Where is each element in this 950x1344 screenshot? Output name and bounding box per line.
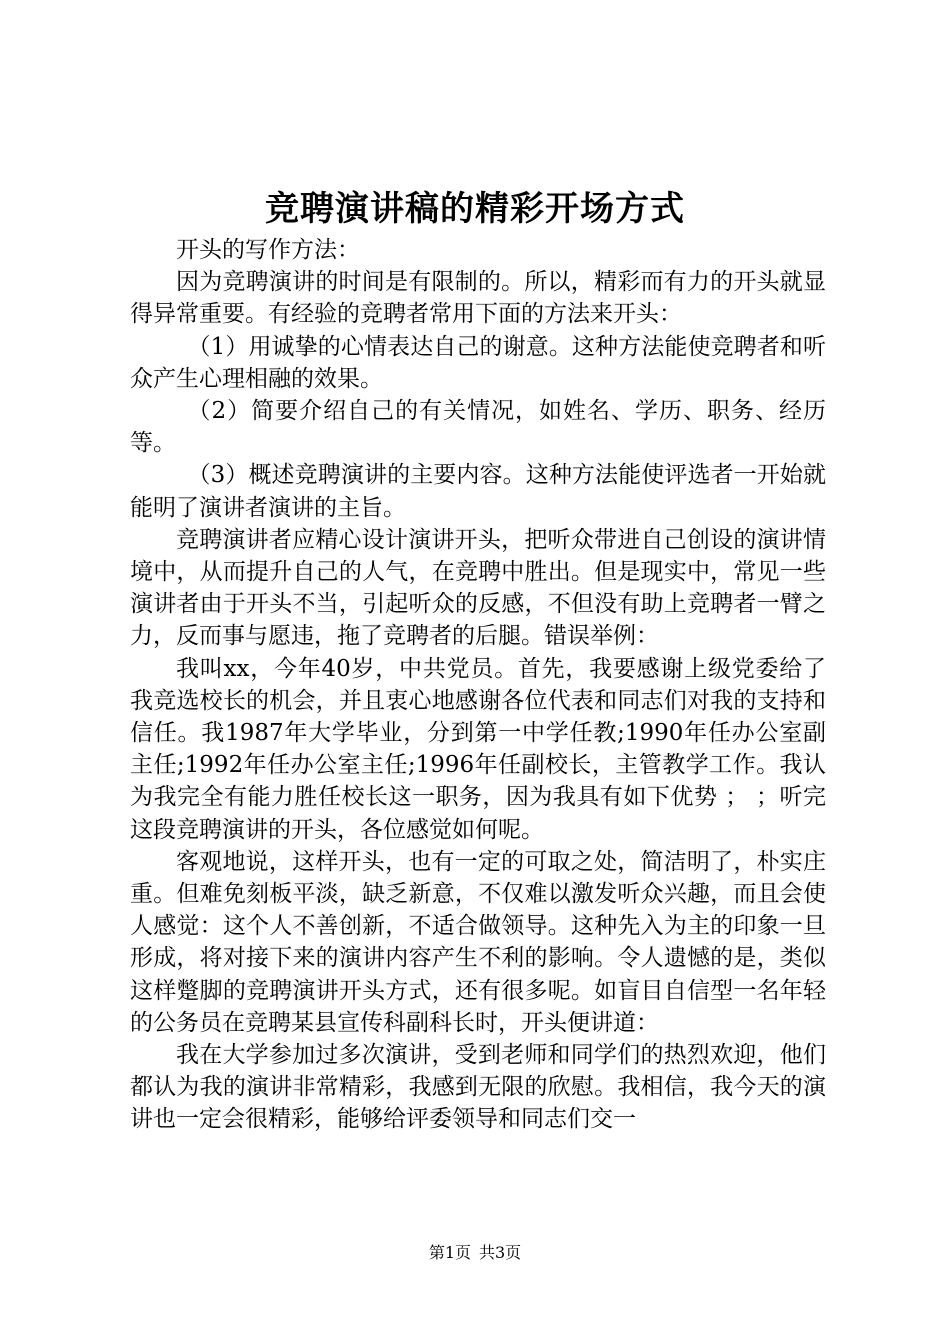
paragraph-method-3: （3）概述竞聘演讲的主要内容。这种方法能使评选者一开始就能明了演讲者演讲的主旨。 (130, 462, 826, 521)
paragraph-method-2: （2）简要介绍自己的有关情况，如姓名、学历、职务、经历等。 (130, 398, 826, 457)
document-body (130, 234, 826, 1136)
paragraph-design-advice: 竞聘演讲者应精心设计演讲开头，把听众带进自己创设的演讲情境中，从而提升自己的人气，在竞聘中胜出。但是现实中，常见一些演讲者由于开头不当，引起听众的反感，不但没有助上竞聘者一臂之力，反而事与愿违，拖了竞聘者的后腿。错误举例： (130, 526, 826, 650)
paragraph-second-example: 我在大学参加过多次演讲，受到老师和同学们的热烈欢迎，他们都认为我的演讲非常精彩，我感到无限的欣慰。我相信，我今天的演讲也一定会很精彩，能够给评委领导和同志们交一 (130, 1042, 826, 1133)
paragraph-example: 我叫xx，今年40岁，中共党员。首先，我要感谢上级党委给了我竞选校长的机会，并且衷心地感谢各位代表和同志们对我的支持和信任。我1987年大学毕业，分到第一中学任教;1990年任办公室副主任;1992年任办公室主任;1996年任副校长，主管教学工作。我认为我完全有能力胜任校长这一职务，因为我具有如下优势 ； ；听完这段竞聘演讲的开头，各位感觉如何呢。 (130, 655, 826, 843)
paragraph-analysis: 客观地说，这样开头，也有一定的可取之处，简洁明了，朴实庄重。但难免刻板平淡，缺乏新意，不仅难以激发听众兴趣，而且会使人感觉：这个人不善创新，不适合做领导。这种先入为主的印象一旦形成，将对接下来的演讲内容产生不利的影响。令人遗憾的是，类似这样蹩脚的竞聘演讲开头方式，还有很多呢。如盲目自信型一名年轻的公务员在竞聘某县宣传科副科长时，开头便讲道： (130, 848, 826, 1036)
paragraph-method-1: （1）用诚挚的心情表达自己的谢意。这种方法能使竞聘者和听众产生心理相融的效果。 (130, 333, 826, 392)
paragraph-intro: 因为竞聘演讲的时间是有限制的。所以，精彩而有力的开头就显得异常重要。有经验的竞聘者常用下面的方法来开头： (130, 269, 826, 328)
paragraph-writing-method: 开头的写作方法： (176, 237, 360, 263)
page-number: 第1页 (428, 1243, 471, 1262)
page-footer (0, 1241, 950, 1265)
page-total: 共3页 (479, 1243, 522, 1262)
document-title: 竞聘演讲稿的精彩开场方式 (265, 189, 685, 229)
